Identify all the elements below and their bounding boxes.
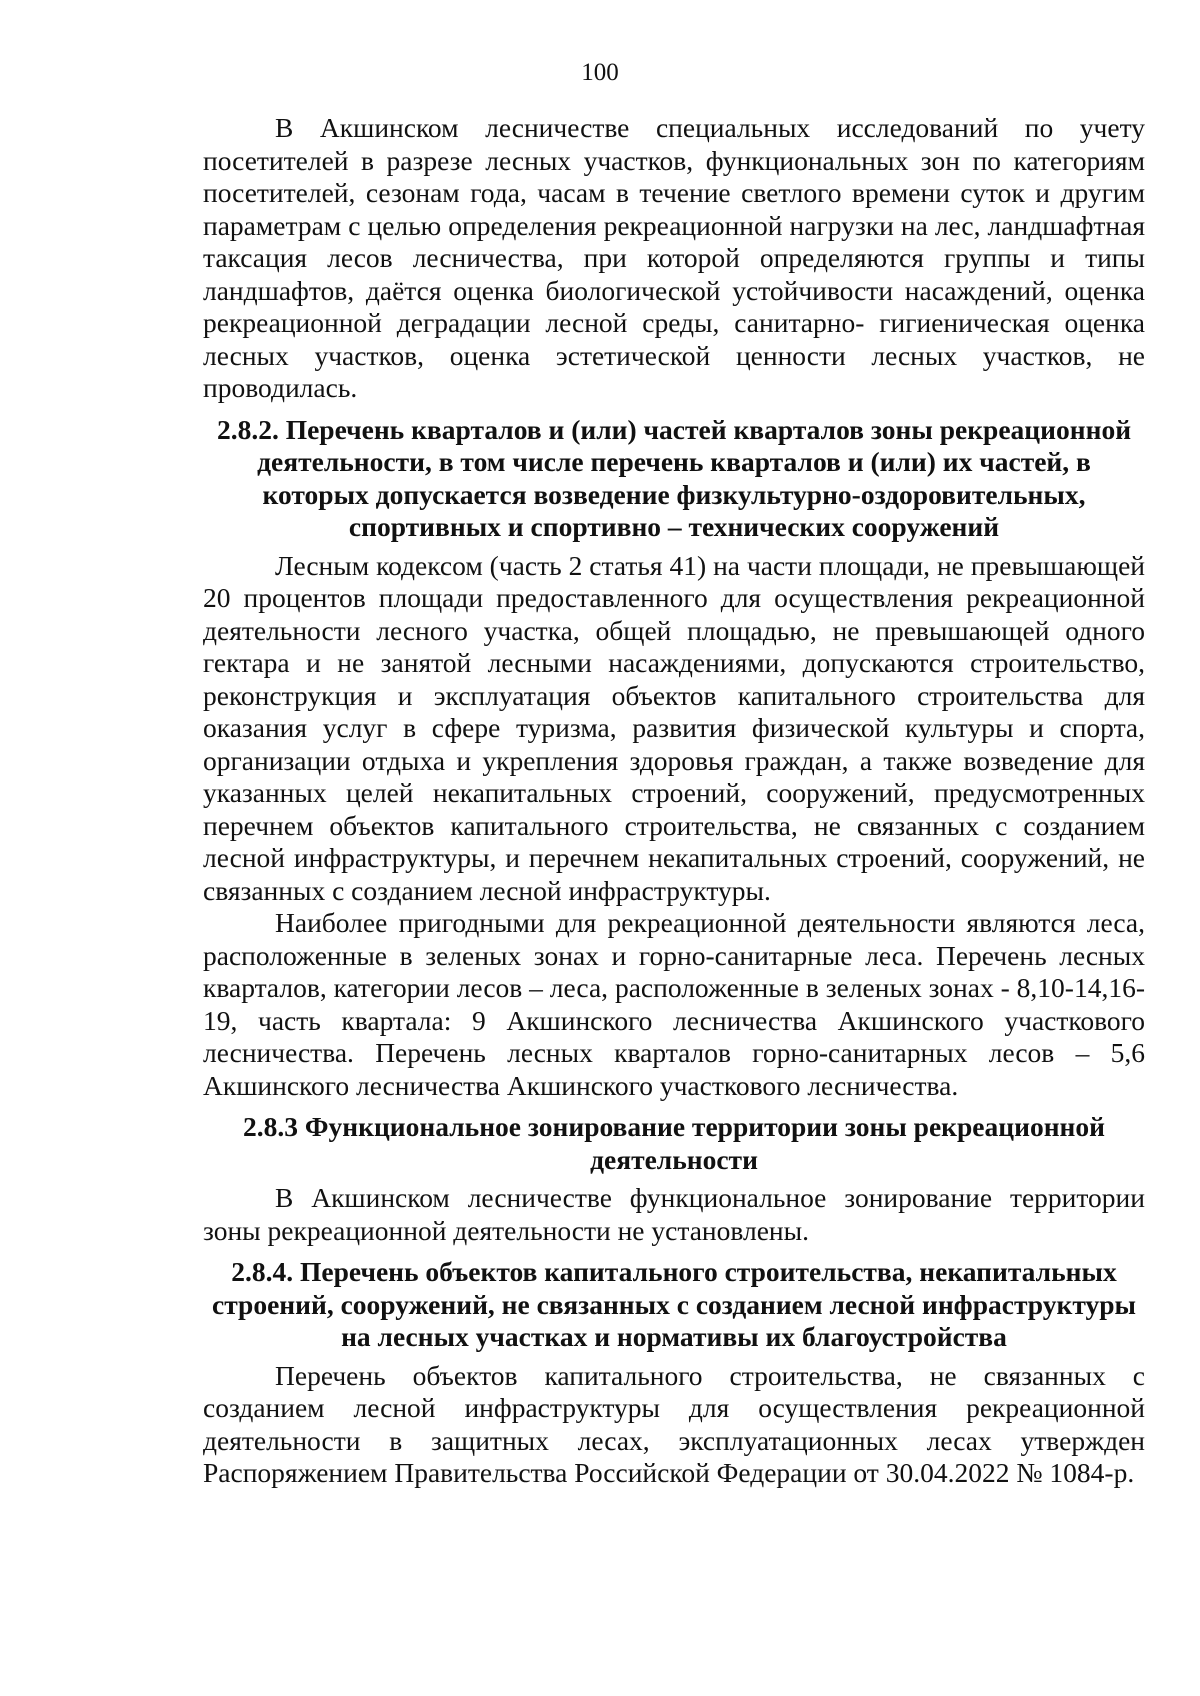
- section-2-8-2-paragraph-1: Лесным кодексом (часть 2 статья 41) на части площади, не превышающей 20 процентов площади предоставленного для осуществления рекреационной деятельности лесного участка, общей площадью, не превышающей одного гектара и не занятой лесными насаждениями, допускаются строительство, реконструкция и эксплуатация объектов капитального строительства для оказания услуг в сфере туризма, развития физической культуры и спорта, организации отдыха и укрепления здоровья граждан, а также возведение для указанных целей некапитальных строений, сооружений, предусмотренных перечнем объектов капитального строительства, не связанных с созданием лесной инфраструктуры, и перечнем некапитальных строений, сооружений, не связанных с созданием лесной инфраструктуры.: [203, 549, 1145, 906]
- section-2-8-2-heading: 2.8.2. Перечень кварталов и (или) частей кварталов зоны рекреационной деятельности, в том числе перечень кварталов и (или) их частей, в которых допускается возведение физкультурно-оздоровительных, спортивных и спортивно – технических сооружений: [216, 413, 1132, 542]
- page-content: [203, 112, 1145, 1490]
- section-2-8-4-heading: 2.8.4. Перечень объектов капитального строительства, некапитальных строений, сооружений, не связанных с созданием лесной инфраструктуры на лесных участках и нормативы их благоустройства: [211, 1256, 1136, 1352]
- section-2-8-2-paragraph-2: Наиболее пригодными для рекреационной деятельности являются леса, расположенные в зеленых зонах и горно-санитарные леса. Перечень лесных кварталов, категории лесов – леса, расположенные в зеленых зонах - 8,10-14,16-19, часть квартала: 9 Акшинского лесничества Акшинского участкового лесничества. Перечень лесных кварталов горно-санитарных лесов – 5,6 Акшинского лесничества Акшинского участкового лесничества.: [203, 907, 1145, 1101]
- intro-paragraph: В Акшинском лесничестве специальных исследований по учету посетителей в разрезе лесных участков, функциональных зон по категориям посетителей, сезонам года, часам в течение светлого времени суток и другим параметрам с целью определения рекреационной нагрузки на лес, ландшафтная таксация лесов лесничества, при которой определяются группы и типы ландшафтов, даётся оценка биологической устойчивости насаждений, оценка рекреационной деградации лесной среды, санитарно- гигиеническая оценка лесных участков, оценка эстетической ценности лесных участков, не проводилась.: [203, 112, 1145, 403]
- section-2-8-3-paragraph-1: В Акшинском лесничестве функциональное зонирование территории зоны рекреационной деятельности не установлены.: [203, 1182, 1145, 1246]
- section-2-8-3-heading: 2.8.3 Функциональное зонирование территории зоны рекреационной деятельности: [243, 1111, 1105, 1175]
- page-number: 100: [581, 59, 619, 86]
- section-2-8-4-paragraph-1: Перечень объектов капитального строительства, не связанных с созданием лесной инфраструктуры для осуществления рекреационной деятельности в защитных лесах, эксплуатационных лесах утвержден Распоряжением Правительства Российской Федерации от 30.04.2022 № 1084-р.: [203, 1359, 1145, 1488]
